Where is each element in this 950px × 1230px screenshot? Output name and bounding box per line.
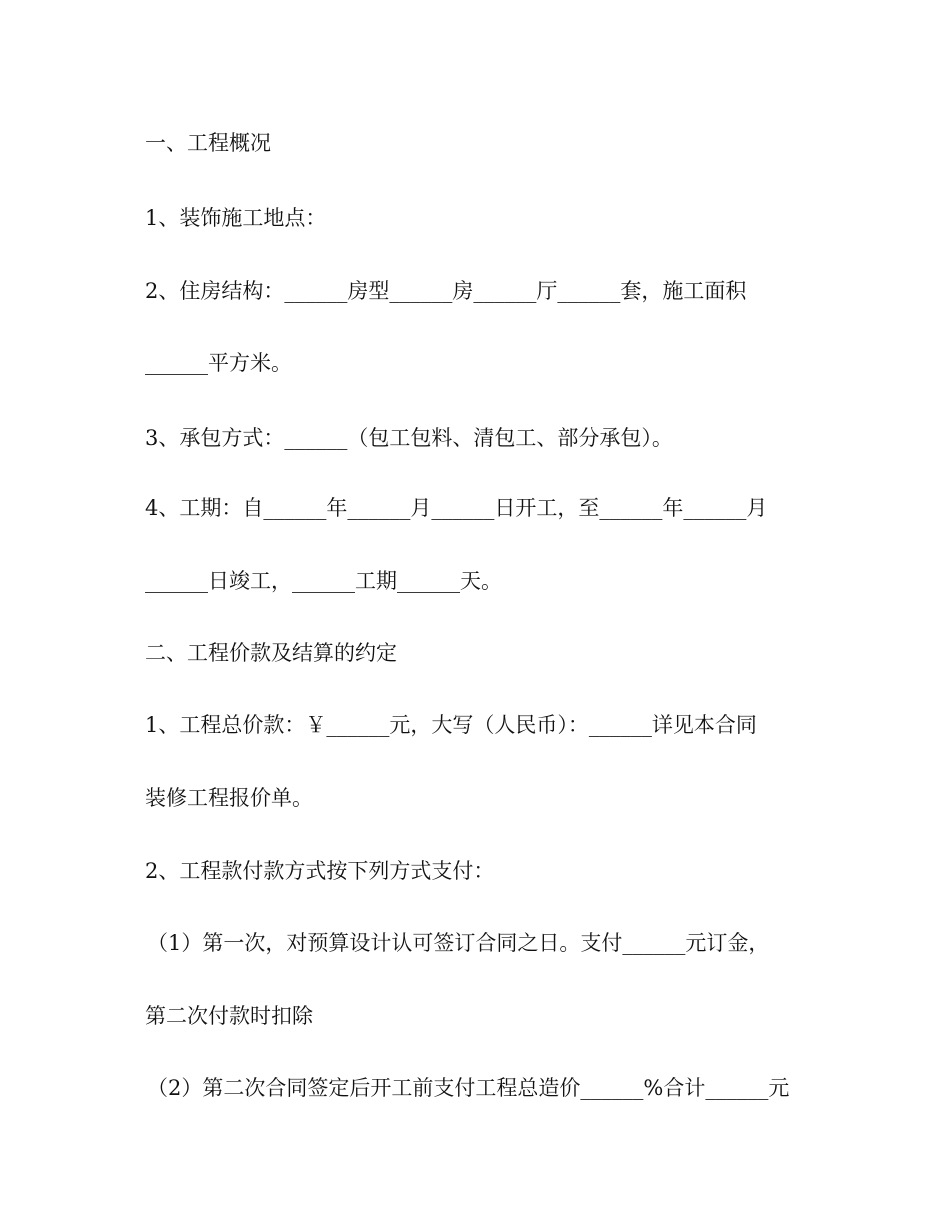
line-first-payment-cont: 第二次付款时扣除	[145, 1004, 313, 1028]
line-contract-method: 3、承包方式：______（包工包料、清包工、部分承包）。	[145, 426, 673, 450]
section-heading-project-overview: 一、工程概况	[145, 131, 271, 155]
line-housing-structure-cont: ______平方米。	[145, 351, 292, 375]
line-total-price-cont: 装修工程报价单。	[145, 786, 313, 810]
line-total-price: 1、工程总价款：￥______元，大写（人民币）：______详见本合同	[145, 713, 757, 737]
line-construction-period-cont: ______日竣工，______工期______天。	[145, 569, 502, 593]
line-construction-site: 1、装饰施工地点：	[145, 206, 327, 230]
section-heading-price-settlement: 二、工程价款及结算的约定	[145, 641, 397, 665]
line-second-payment: （2）第二次合同签定后开工前支付工程总造价______%合计______元	[147, 1076, 790, 1100]
line-first-payment: （1）第一次，对预算设计认可签订合同之日。支付______元订金，	[147, 931, 770, 955]
line-housing-structure: 2、住房结构：______房型______房______厅______套，施工面积	[145, 279, 747, 303]
line-payment-method: 2、工程款付款方式按下列方式支付：	[145, 859, 495, 883]
line-construction-period: 4、工期：自______年______月______日开工，至______年______月	[145, 496, 768, 520]
